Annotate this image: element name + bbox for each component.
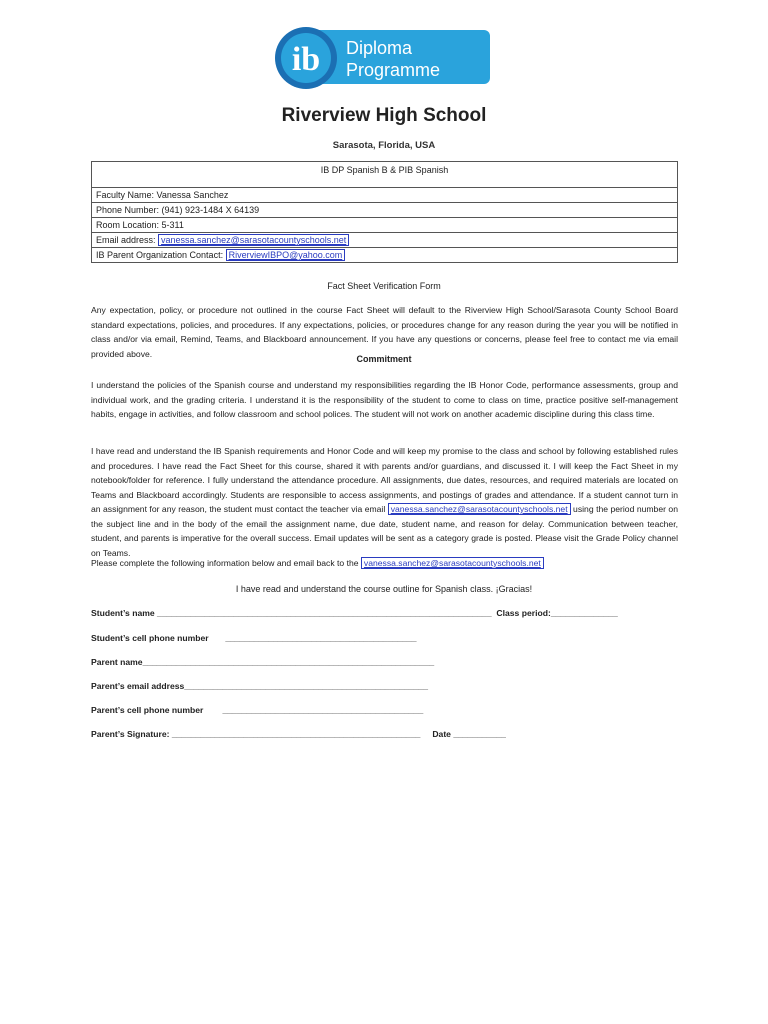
- teacher-email-link[interactable]: vanessa.sanchez@sarasotacountyschools.net: [158, 234, 349, 246]
- ibpo-row: [92, 248, 678, 263]
- parent-signature-field[interactable]: Parent’s Signature: ____________________________________________________ Date ___________: [91, 729, 506, 739]
- policy-paragraph: Any expectation, policy, or procedure not outlined in the course Fact Sheet will default to the Riverview High School/Sarasota County School Board standard expectations, policies, and procedures. If any expectations, policies, or procedures change for any reason during the year you will be notified in class and/or via email, Remind, Teams, and Blackboard announcement. If you have any questions or concerns, please feel free to contact me via email provided above.: [91, 305, 678, 359]
- contact-info-table: [91, 161, 678, 263]
- logo-line1: Diploma: [346, 38, 413, 58]
- commitment-heading: Commitment: [356, 354, 412, 364]
- honor-code-text-start: I have read and understand the IB Spanish requirements and Honor Code and will keep my promise to the class and school by following established rules and procedures. I have read the Fact Sheet for this course, shared it with parents and/or guardians, and discussed it. I will keep the Fact Sheet in my notebook/folder for reference. I fully understand the attendance procedure. All assignments, due dates, resources, and required materials are located on Teams and Blackboard accordingly. Students are responsible to access assignments, and postings of grades and attendance. If a student cannot turn in an assignment for any reason, the student must contact the teacher via email: [91, 446, 678, 514]
- complete-instruction: [91, 558, 678, 568]
- honor-code-text-end: using the period number on the subject line and in the body of the email the assignment name, due date, student name, and reason for delay. Communication between teacher, student, and parents is imperative for the overall success. Email updates will be sent as a category grade is posted. Please visit the Grade Policy channel on Teams.: [91, 504, 678, 558]
- email-label: Email address:: [96, 235, 159, 245]
- form-title: Fact Sheet Verification Form: [327, 281, 441, 291]
- parent-name-field[interactable]: Parent name_____________________________________________________________: [91, 657, 435, 667]
- student-cell-field[interactable]: Student’s cell phone number ________________________________________: [91, 633, 417, 643]
- ib-diploma-logo: [274, 24, 494, 94]
- ibpo-label: IB Parent Organization Contact:: [96, 250, 226, 260]
- email-row: [92, 233, 678, 248]
- logo-line2: Programme: [346, 60, 441, 80]
- parent-cell-field[interactable]: Parent’s cell phone number __________________________________________: [91, 705, 424, 715]
- honor-code-paragraph: [91, 444, 678, 560]
- inline-email-link[interactable]: vanessa.sanchez@sarasotacountyschools.net: [388, 503, 571, 515]
- complete-text: Please complete the following information below and email back to the: [91, 558, 361, 568]
- return-email-link[interactable]: vanessa.sanchez@sarasotacountyschools.net: [361, 557, 544, 569]
- responsibility-paragraph: I understand the policies of the Spanish course and understand my responsibilities regarding the IB Honor Code, performance assessments, group and individual work, and the grading criteria. I understand it is the responsibility of the student to come to class on time, practice positive self-management habits, engage in activities, and follow classroom and school polices. The student will not work on another academic discipline during this class time.: [91, 380, 678, 419]
- school-title: Riverview High School: [281, 105, 487, 126]
- acknowledgement-line: I have read and understand the course outline for Spanish class. ¡Gracias!: [235, 584, 533, 594]
- phone-number: Phone Number: (941) 923-1484 X 64139: [92, 203, 678, 218]
- school-location: Sarasota, Florida, USA: [332, 140, 436, 151]
- student-name-field[interactable]: Student’s name ______________________________________________________________________ Class period:______________: [91, 608, 618, 618]
- faculty-name: Faculty Name: Vanessa Sanchez: [92, 188, 678, 203]
- parent-email-field[interactable]: Parent’s email address___________________________________________________: [91, 681, 429, 691]
- logo-letters: ib: [291, 41, 321, 78]
- course-name: IB DP Spanish B & PIB Spanish: [92, 162, 678, 188]
- room-location: Room Location: 5-311: [92, 218, 678, 233]
- ibpo-email-link[interactable]: RiverviewIBPO@yahoo.com: [226, 249, 346, 261]
